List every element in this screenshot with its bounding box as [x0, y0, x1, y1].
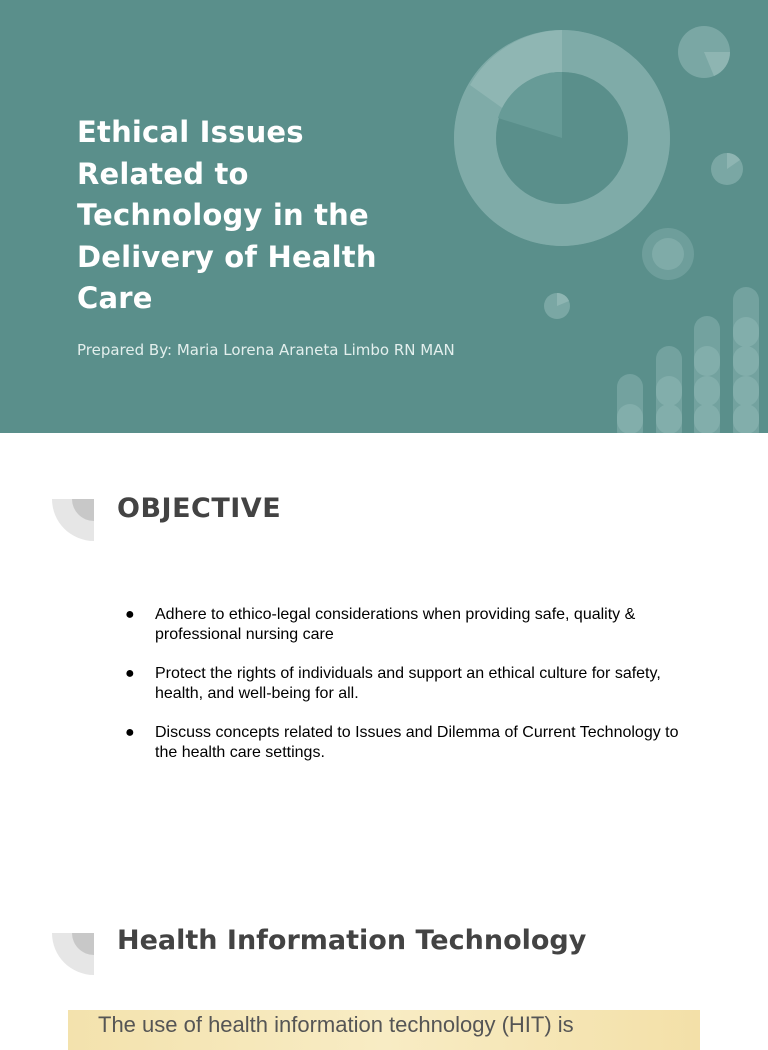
- objective-slide: [0, 433, 768, 873]
- quarter-circle-icon: [52, 497, 96, 543]
- list-item-text: Discuss concepts related to Issues and Dilemma of Current Technology to the health care settings.: [155, 724, 679, 761]
- ring-chart-small-inner: [652, 238, 684, 270]
- list-item-text: Adhere to ethico-legal considerations when providing safe, quality & professional nursing care: [155, 606, 636, 643]
- presentation-title: Ethical Issues Related to Technology in the Delivery of Health Care: [77, 115, 377, 315]
- list-item: [125, 723, 685, 762]
- hit-slide: [0, 873, 768, 1037]
- bullet-icon: ●: [125, 665, 135, 682]
- bar-4-segment-3: [733, 376, 759, 406]
- quarter-circle-icon: [52, 931, 96, 977]
- list-item: [125, 664, 685, 703]
- bullet-icon: ●: [125, 724, 135, 741]
- bar-4-segment: [733, 317, 759, 347]
- list-item: [125, 605, 685, 644]
- hit-banner-text: The use of health information technology (HIT) is: [98, 1012, 574, 1037]
- hit-heading: Health Information Technology: [117, 925, 587, 956]
- bullet-icon: ●: [125, 606, 135, 623]
- bar-4-segment-2: [733, 346, 759, 376]
- bar-4-segment-low: [733, 404, 759, 434]
- hit-text-banner: [68, 1010, 700, 1050]
- bar-3-segment-low: [694, 404, 720, 434]
- author-line: Prepared By: Maria Lorena Araneta Limbo RN MAN: [77, 341, 455, 359]
- bar-2-segment-low: [656, 404, 682, 434]
- title-slide: [0, 0, 768, 433]
- objective-list: [125, 605, 685, 782]
- list-item-text: Protect the rights of individuals and support an ethical culture for safety, health, and well-being for all.: [155, 665, 661, 702]
- bar-3-segment: [694, 346, 720, 376]
- bar-2-segment: [656, 376, 682, 406]
- bar-3-segment-mid: [694, 376, 720, 406]
- objective-heading: OBJECTIVE: [117, 493, 282, 524]
- bar-1-segment: [617, 404, 643, 434]
